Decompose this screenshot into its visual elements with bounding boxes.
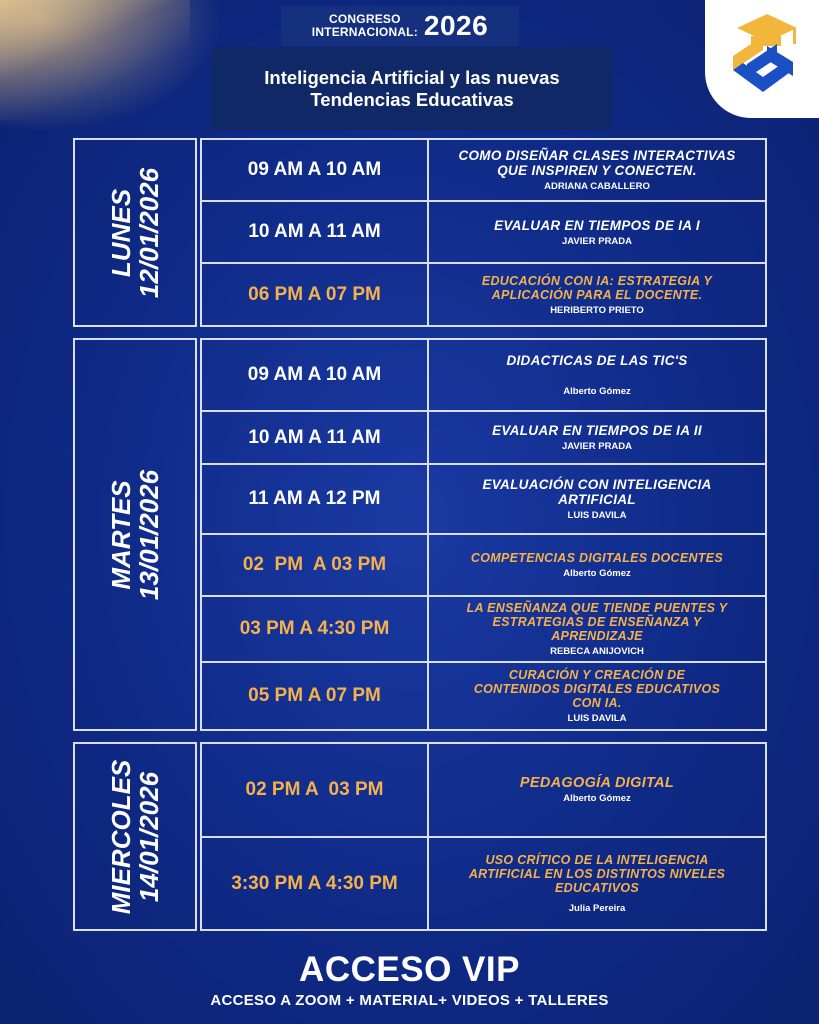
session-time: 09 AM A 10 AM xyxy=(202,140,429,200)
day-name: LUNES xyxy=(106,188,136,277)
session-time: 11 AM A 12 PM xyxy=(202,465,429,533)
session-info xyxy=(429,202,765,262)
day-label xyxy=(73,138,197,327)
session-time: 10 AM A 11 AM xyxy=(202,202,429,262)
session-row xyxy=(200,138,767,202)
vip-benefits: ACCESO A ZOOM + MATERIAL+ VIDEOS + TALLERES xyxy=(210,992,609,1009)
session-info xyxy=(429,465,765,533)
session-row xyxy=(200,338,767,412)
session-speaker: Alberto Gómez xyxy=(563,793,631,804)
session-speaker: ADRIANA CABALLERO xyxy=(544,181,650,192)
day-label xyxy=(73,742,197,931)
session-info xyxy=(429,140,765,200)
session-row xyxy=(200,661,767,731)
event-title-line-2: Tendencias Educativas xyxy=(310,88,514,110)
session-row xyxy=(200,410,767,465)
session-time: 06 PM A 07 PM xyxy=(202,264,429,325)
session-row xyxy=(200,262,767,327)
session-title: PEDAGOGÍA DIGITAL xyxy=(519,775,675,791)
event-title xyxy=(212,47,612,130)
session-row xyxy=(200,742,767,838)
graduation-cap-logo-icon xyxy=(727,6,801,96)
day-name: MIERCOLES xyxy=(106,759,136,914)
congress-line-2: INTERNACIONAL: xyxy=(311,25,418,39)
session-speaker: LUIS DAVILA xyxy=(567,713,627,724)
session-title: EVALUAR EN TIEMPOS DE IA II xyxy=(492,423,702,438)
session-info xyxy=(429,744,765,836)
session-speaker: Alberto Gómez xyxy=(563,568,631,579)
event-title-line-1: Inteligencia Artificial y las nuevas xyxy=(264,66,560,88)
session-info xyxy=(429,340,765,410)
day-date: 14/01/2026 xyxy=(134,771,164,902)
session-title: EVALUAR EN TIEMPOS DE IA I xyxy=(494,217,700,233)
day-block-miercoles xyxy=(73,742,767,931)
session-row xyxy=(200,595,767,663)
session-time: 05 PM A 07 PM xyxy=(202,663,429,729)
day-date: 13/01/2026 xyxy=(134,469,164,600)
session-info xyxy=(429,264,765,325)
session-info xyxy=(429,663,765,729)
session-row xyxy=(200,836,767,931)
session-info xyxy=(429,412,765,463)
day-date: 12/01/2026 xyxy=(134,167,164,298)
congress-year: 2026 xyxy=(423,10,489,41)
session-time: 02 PM A 03 PM xyxy=(202,744,429,836)
congress-label xyxy=(312,13,418,39)
session-time: 09 AM A 10 AM xyxy=(202,340,429,410)
session-speaker: LUIS DAVILA xyxy=(567,510,627,521)
vip-headline: ACCESO VIP xyxy=(299,950,520,989)
session-speaker: JAVIER PRADA xyxy=(561,235,633,247)
session-title: COMPETENCIAS DIGITALES DOCENTES xyxy=(470,551,724,565)
congress-badge xyxy=(281,6,519,46)
session-time: 02 PM A 03 PM xyxy=(202,535,429,595)
session-time: 03 PM A 4:30 PM xyxy=(202,597,429,661)
session-info xyxy=(429,597,765,661)
session-title: DIDACTICAS DE LAS TIC'S xyxy=(506,353,688,368)
session-row xyxy=(200,463,767,535)
session-row xyxy=(200,533,767,597)
session-title: EDUCACIÓN CON IA: ESTRATEGIA Y APLICACIÓN PARA EL DOCENTE. xyxy=(481,273,713,302)
session-row xyxy=(200,200,767,264)
session-speaker: HERIBERTO PRIETO xyxy=(550,304,644,316)
day-label xyxy=(73,338,197,731)
session-speaker: Julia Pereira xyxy=(568,903,626,914)
day-name: MARTES xyxy=(106,479,136,590)
day-block-martes xyxy=(73,338,767,731)
session-info xyxy=(429,838,765,929)
session-speaker: Alberto Gómez xyxy=(563,386,631,397)
congress-line-1: CONGRESO xyxy=(329,12,401,26)
session-speaker: JAVIER PRADA xyxy=(561,441,633,452)
session-title: LA ENSEÑANZA QUE TIENDE PUENTES Y ESTRATEGIAS DE ENSEÑANZA Y APRENDIZAJE xyxy=(466,601,728,643)
session-title: COMO DISEÑAR CLASES INTERACTIVAS QUE INSPIREN Y CONECTEN. xyxy=(458,148,736,178)
session-title: EVALUACIÓN CON INTELIGENCIA ARTIFICIAL xyxy=(482,477,712,507)
session-info xyxy=(429,535,765,595)
session-speaker: REBECA ANIJOVICH xyxy=(550,646,644,657)
light-flare xyxy=(0,0,190,120)
session-time: 10 AM A 11 AM xyxy=(202,412,429,463)
day-block-lunes xyxy=(73,138,767,327)
session-title: USO CRÍTICO DE LA INTELIGENCIA ARTIFICIAL EN LOS DISTINTOS NIVELES EDUCATIVOS xyxy=(468,853,726,895)
session-title: CURACIÓN Y CREACIÓN DE CONTENIDOS DIGITALES EDUCATIVOS CON IA. xyxy=(473,668,721,710)
brand-logo xyxy=(705,0,819,118)
session-time: 3:30 PM A 4:30 PM xyxy=(202,838,429,929)
